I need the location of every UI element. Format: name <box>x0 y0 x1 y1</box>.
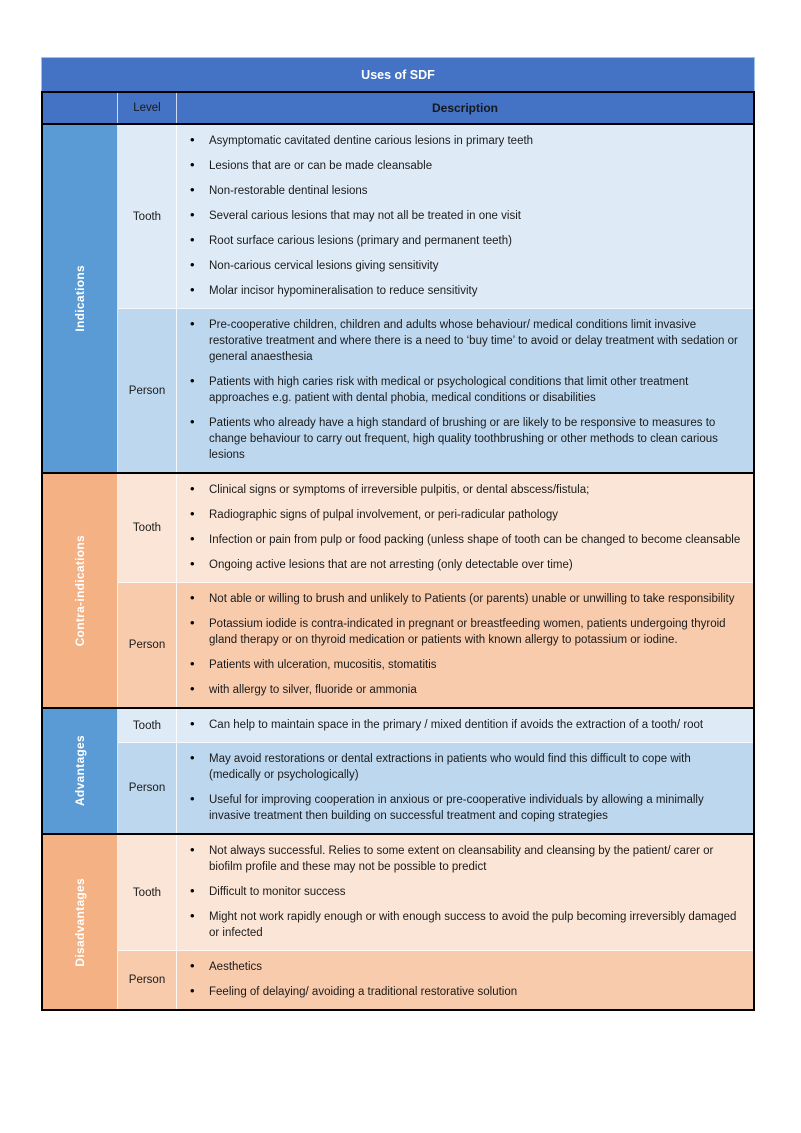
level-cell: Person <box>118 951 177 1009</box>
table-row-tooth <box>118 125 753 308</box>
bullet-item: • May avoid restorations or dental extractions in patients who would find this difficult to cope with (medically or psychologically) <box>177 751 741 783</box>
section-label: Disadvantages <box>73 877 87 967</box>
bullet-item: • Useful for improving cooperation in anxious or pre-cooperative individuals by allowing a minimally invasive treatment then building on successful treatment and coping strategies <box>177 792 741 824</box>
bullet-item: • Difficult to monitor success <box>177 884 741 900</box>
table-row-tooth <box>118 709 753 742</box>
section-label: Indications <box>73 265 87 332</box>
table-title-bar <box>41 57 755 91</box>
bullet-list <box>177 835 753 950</box>
section-label: Advantages <box>73 735 87 807</box>
bullet-item: • Not able or willing to brush and unlikely to Patients (or parents) unable or unwilling to take responsibility <box>177 591 741 607</box>
bullet-list <box>177 309 753 472</box>
bullet-item: • Infection or pain from pulp or food packing (unless shape of tooth can be changed to become cleansable <box>177 532 741 548</box>
level-cell: Tooth <box>118 709 177 742</box>
category-column-header <box>43 93 118 123</box>
section-label-cell <box>43 474 118 707</box>
bullet-list <box>177 743 753 833</box>
bullet-item: • Potassium iodide is contra-indicated in pregnant or breastfeeding women, patients undergoing thyroid gland therapy or on thyroid medication or patients with known allergy to potassium or iodine. <box>177 616 741 648</box>
table-sections <box>43 123 753 1009</box>
bullet-item: • Asymptomatic cavitated dentine carious lesions in primary teeth <box>177 133 741 149</box>
table-row-person <box>118 308 753 472</box>
section-label: Contra-indications <box>73 534 87 647</box>
section-rows <box>118 709 753 833</box>
table-row-person <box>118 950 753 1009</box>
section-rows <box>118 474 753 707</box>
section-advantages <box>43 707 753 833</box>
bullet-list <box>177 709 753 742</box>
table-title: Uses of SDF <box>361 67 435 82</box>
bullet-item: • Patients with high caries risk with medical or psychological conditions that limit other treatment approaches e.g. patient with dental phobia, medical conditions or disabilities <box>177 374 741 406</box>
bullet-item: • Patients with ulceration, mucositis, stomatitis <box>177 657 741 673</box>
table-row-tooth <box>118 474 753 582</box>
bullet-list <box>177 474 753 582</box>
section-contra-indications <box>43 472 753 707</box>
bullet-item: • Radiographic signs of pulpal involvement, or peri-radicular pathology <box>177 507 741 523</box>
bullet-item: • Might not work rapidly enough or with enough success to avoid the pulp becoming irreversibly damaged or infected <box>177 909 741 941</box>
level-cell: Tooth <box>118 125 177 308</box>
bullet-item: • Not always successful. Relies to some extent on cleansability and cleansing by the patient/ carer or biofilm profile and these may not be possible to predict <box>177 843 741 875</box>
bullet-item: • Several carious lesions that may not all be treated in one visit <box>177 208 741 224</box>
bullet-item: • Feeling of delaying/ avoiding a traditional restorative solution <box>177 984 741 1000</box>
section-rows <box>118 835 753 1009</box>
level-cell: Tooth <box>118 835 177 950</box>
bullet-list <box>177 583 753 707</box>
column-header-description: Description <box>431 101 498 115</box>
level-cell: Tooth <box>118 474 177 582</box>
bullet-item: • Pre-cooperative children, children and adults whose behaviour/ medical conditions limit invasive restorative treatment and where there is a need to ‘buy time’ to avoid or delay treatment with sedation or general anaesthesia <box>177 317 741 365</box>
bullet-item: • Molar incisor hypomineralisation to reduce sensitivity <box>177 283 741 299</box>
bullet-item: • Clinical signs or symptoms of irreversible pulpitis, or dental abscess/fistula; <box>177 482 741 498</box>
bullet-list <box>177 125 753 308</box>
section-label-cell <box>43 125 118 472</box>
bullet-item: • Patients who already have a high standard of brushing or are likely to be responsive to measures to change behaviour to carry out frequent, high quality toothbrushing or other methods to clean carious lesions <box>177 415 741 463</box>
uses-of-sdf-table <box>41 57 755 1011</box>
bullet-item: • Aesthetics <box>177 959 741 975</box>
table-row-person <box>118 742 753 833</box>
section-rows <box>118 125 753 472</box>
section-label-cell <box>43 709 118 833</box>
section-indications <box>43 123 753 472</box>
table-header-row <box>43 93 753 123</box>
section-disadvantages <box>43 833 753 1009</box>
bullet-item: • Can help to maintain space in the primary / mixed dentition if avoids the extraction of a tooth/ root <box>177 717 741 733</box>
bullet-item: • Lesions that are or can be made cleansable <box>177 158 741 174</box>
bullet-item: • Root surface carious lesions (primary and permanent teeth) <box>177 233 741 249</box>
level-cell: Person <box>118 309 177 472</box>
bullet-item: • Ongoing active lesions that are not arresting (only detectable over time) <box>177 557 741 573</box>
column-header-level: Level <box>118 93 177 123</box>
table-body <box>41 91 755 1011</box>
table-row-person <box>118 582 753 707</box>
section-label-cell <box>43 835 118 1009</box>
level-cell: Person <box>118 743 177 833</box>
level-cell: Person <box>118 583 177 707</box>
bullet-item: • Non-carious cervical lesions giving sensitivity <box>177 258 741 274</box>
table-row-tooth <box>118 835 753 950</box>
bullet-item: • with allergy to silver, fluoride or ammonia <box>177 682 741 698</box>
bullet-list <box>177 951 753 1009</box>
bullet-item: • Non-restorable dentinal lesions <box>177 183 741 199</box>
